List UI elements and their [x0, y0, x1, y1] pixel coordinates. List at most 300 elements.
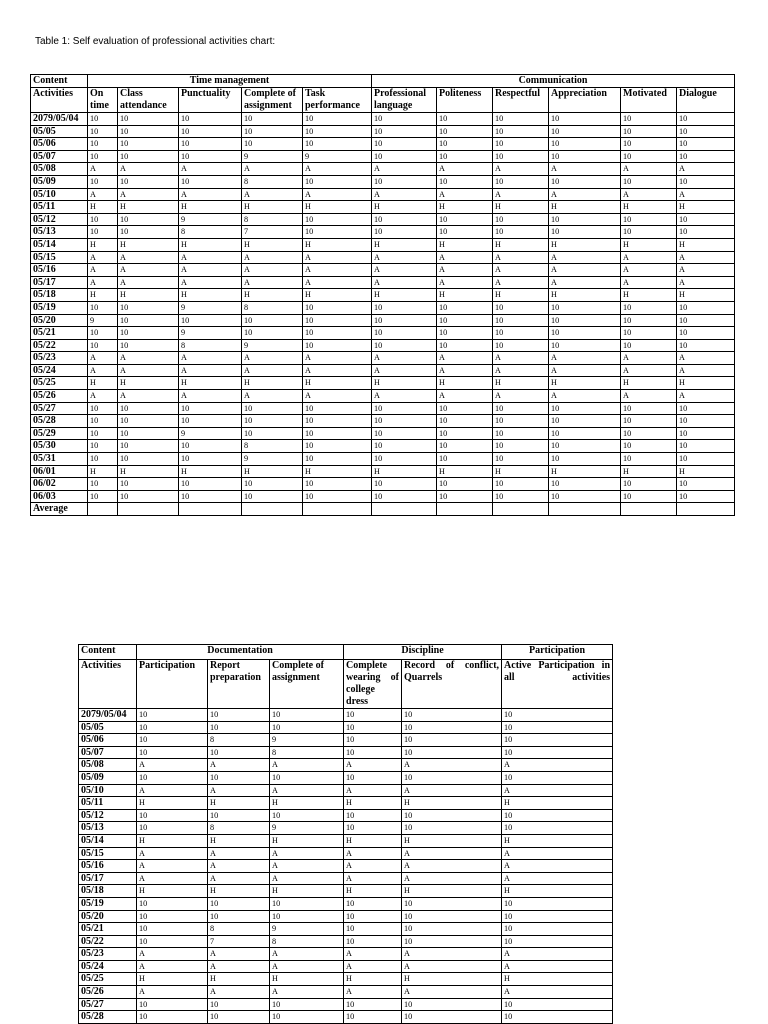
score-cell: 10: [303, 125, 372, 138]
score-cell: H: [137, 885, 208, 898]
score-cell: A: [372, 390, 437, 403]
table-row: [31, 453, 735, 466]
score-cell: A: [402, 860, 502, 873]
score-cell: A: [372, 251, 437, 264]
average-cell: [437, 503, 493, 516]
score-cell: H: [549, 377, 621, 390]
score-cell: 10: [118, 125, 179, 138]
table-row: [31, 175, 735, 188]
score-cell: H: [208, 973, 270, 986]
score-cell: 10: [677, 402, 735, 415]
table-row: [31, 352, 735, 365]
score-cell: A: [502, 759, 613, 772]
score-cell: 10: [549, 113, 621, 126]
date-cell: 05/23: [79, 948, 137, 961]
score-cell: H: [303, 201, 372, 214]
score-cell: 10: [88, 226, 118, 239]
score-cell: 10: [303, 301, 372, 314]
discipline-group-header: Discipline: [344, 645, 502, 660]
table-row: [31, 427, 735, 440]
score-cell: A: [437, 276, 493, 289]
score-cell: A: [137, 847, 208, 860]
score-cell: 8: [179, 226, 242, 239]
table-row: [79, 847, 613, 860]
score-cell: 7: [242, 226, 303, 239]
score-cell: 8: [208, 923, 270, 936]
score-cell: 10: [502, 923, 613, 936]
score-cell: 10: [88, 440, 118, 453]
table-row: [31, 415, 735, 428]
score-cell: A: [270, 860, 344, 873]
score-cell: 10: [402, 1011, 502, 1024]
date-cell: 05/18: [31, 289, 88, 302]
score-cell: 10: [372, 339, 437, 352]
score-cell: H: [137, 973, 208, 986]
score-cell: 10: [88, 113, 118, 126]
score-cell: A: [677, 364, 735, 377]
score-cell: 10: [621, 138, 677, 151]
score-cell: 10: [118, 175, 179, 188]
date-cell: 06/03: [31, 490, 88, 503]
score-cell: 10: [437, 138, 493, 151]
score-cell: 10: [549, 175, 621, 188]
score-cell: 10: [88, 150, 118, 163]
score-cell: 10: [402, 809, 502, 822]
score-cell: A: [344, 784, 402, 797]
score-cell: 10: [88, 339, 118, 352]
score-cell: 10: [270, 809, 344, 822]
score-cell: H: [677, 289, 735, 302]
score-cell: 10: [344, 734, 402, 747]
score-cell: 10: [493, 138, 549, 151]
score-cell: 10: [437, 301, 493, 314]
score-cell: H: [621, 201, 677, 214]
score-cell: 10: [242, 402, 303, 415]
column-header: Dialogue: [677, 88, 735, 113]
score-cell: H: [493, 201, 549, 214]
column-header: Appreciation: [549, 88, 621, 113]
score-cell: 10: [372, 402, 437, 415]
score-cell: 10: [118, 327, 179, 340]
score-cell: 10: [621, 339, 677, 352]
table-row: [79, 1011, 613, 1024]
score-cell: 10: [137, 809, 208, 822]
score-cell: A: [402, 759, 502, 772]
score-cell: H: [372, 377, 437, 390]
score-cell: 10: [118, 150, 179, 163]
score-cell: 8: [179, 339, 242, 352]
score-cell: A: [621, 364, 677, 377]
date-cell: 05/29: [31, 427, 88, 440]
score-cell: 10: [344, 897, 402, 910]
score-cell: A: [437, 390, 493, 403]
date-cell: 05/06: [79, 734, 137, 747]
score-cell: A: [502, 784, 613, 797]
score-cell: 10: [502, 935, 613, 948]
average-cell: [88, 503, 118, 516]
score-cell: 10: [493, 301, 549, 314]
score-cell: H: [372, 465, 437, 478]
score-cell: 10: [677, 339, 735, 352]
score-cell: 8: [242, 175, 303, 188]
score-cell: 10: [437, 213, 493, 226]
score-cell: H: [502, 797, 613, 810]
score-cell: H: [137, 797, 208, 810]
score-cell: 10: [621, 301, 677, 314]
score-cell: 10: [549, 226, 621, 239]
score-cell: 10: [242, 314, 303, 327]
score-cell: A: [621, 390, 677, 403]
score-cell: A: [493, 352, 549, 365]
score-cell: 10: [303, 175, 372, 188]
score-cell: A: [502, 948, 613, 961]
date-cell: 05/24: [79, 960, 137, 973]
table-row: [79, 897, 613, 910]
score-cell: A: [88, 352, 118, 365]
score-cell: 10: [372, 175, 437, 188]
date-cell: 05/26: [31, 390, 88, 403]
date-cell: 06/02: [31, 478, 88, 491]
score-cell: 10: [493, 440, 549, 453]
score-cell: 10: [88, 478, 118, 491]
score-cell: A: [344, 986, 402, 999]
score-cell: H: [270, 885, 344, 898]
date-cell: 05/20: [79, 910, 137, 923]
score-cell: 10: [270, 771, 344, 784]
average-cell: [677, 503, 735, 516]
score-cell: 10: [242, 138, 303, 151]
score-cell: H: [88, 238, 118, 251]
table-row: [79, 797, 613, 810]
average-cell: [242, 503, 303, 516]
content-header: Content: [79, 645, 137, 660]
score-cell: 10: [502, 822, 613, 835]
score-cell: A: [242, 163, 303, 176]
score-cell: 10: [208, 897, 270, 910]
date-cell: 05/16: [79, 860, 137, 873]
column-header: Complete of assignment: [242, 88, 303, 113]
score-cell: A: [493, 264, 549, 277]
score-cell: A: [118, 352, 179, 365]
score-cell: A: [270, 759, 344, 772]
score-cell: 10: [179, 314, 242, 327]
date-cell: 05/07: [31, 150, 88, 163]
score-cell: 10: [493, 402, 549, 415]
score-cell: A: [549, 251, 621, 264]
score-cell: 9: [270, 923, 344, 936]
score-cell: 10: [118, 339, 179, 352]
score-cell: 10: [621, 327, 677, 340]
score-cell: 10: [270, 1011, 344, 1024]
score-cell: 10: [502, 897, 613, 910]
score-cell: 10: [437, 490, 493, 503]
score-cell: 10: [118, 453, 179, 466]
table-row: [31, 301, 735, 314]
date-cell: 05/21: [31, 327, 88, 340]
score-cell: A: [270, 872, 344, 885]
score-cell: 10: [179, 453, 242, 466]
score-cell: 10: [344, 709, 402, 722]
score-cell: A: [402, 784, 502, 797]
score-cell: H: [88, 289, 118, 302]
score-cell: 10: [502, 746, 613, 759]
table-row: [31, 465, 735, 478]
score-cell: A: [372, 276, 437, 289]
score-cell: H: [88, 377, 118, 390]
score-cell: 10: [372, 125, 437, 138]
score-cell: A: [179, 276, 242, 289]
score-cell: A: [303, 390, 372, 403]
table-row: [31, 478, 735, 491]
score-cell: 10: [621, 415, 677, 428]
score-cell: A: [179, 390, 242, 403]
score-cell: 10: [493, 113, 549, 126]
score-cell: A: [303, 163, 372, 176]
table-row: [31, 188, 735, 201]
score-cell: 10: [208, 771, 270, 784]
table-row: [31, 238, 735, 251]
score-cell: 10: [303, 213, 372, 226]
average-cell: [179, 503, 242, 516]
average-cell: [549, 503, 621, 516]
score-cell: A: [372, 264, 437, 277]
score-cell: A: [137, 860, 208, 873]
column-header: Respectful: [493, 88, 549, 113]
score-cell: A: [242, 188, 303, 201]
score-cell: 10: [179, 478, 242, 491]
table-row: [79, 910, 613, 923]
table-row: [31, 327, 735, 340]
score-cell: A: [621, 352, 677, 365]
score-cell: 10: [179, 415, 242, 428]
date-cell: 05/24: [31, 364, 88, 377]
score-cell: 10: [137, 734, 208, 747]
score-cell: 10: [437, 150, 493, 163]
score-cell: 10: [621, 213, 677, 226]
score-cell: 10: [88, 301, 118, 314]
score-cell: A: [303, 364, 372, 377]
score-cell: A: [677, 276, 735, 289]
date-cell: 05/15: [31, 251, 88, 264]
score-cell: A: [208, 986, 270, 999]
score-cell: A: [208, 784, 270, 797]
score-cell: 10: [621, 113, 677, 126]
score-cell: 10: [621, 150, 677, 163]
table-row: [31, 402, 735, 415]
date-cell: 05/08: [79, 759, 137, 772]
score-cell: 10: [372, 226, 437, 239]
score-cell: A: [344, 948, 402, 961]
score-cell: 10: [372, 427, 437, 440]
score-cell: A: [372, 364, 437, 377]
score-cell: 10: [502, 734, 613, 747]
score-cell: 10: [437, 125, 493, 138]
column-header: Record of conflict, Quarrels: [402, 660, 502, 709]
score-cell: 10: [621, 226, 677, 239]
score-cell: 10: [303, 402, 372, 415]
score-cell: A: [270, 784, 344, 797]
score-cell: 10: [437, 427, 493, 440]
date-cell: 05/30: [31, 440, 88, 453]
date-cell: 05/06: [31, 138, 88, 151]
score-cell: 10: [118, 113, 179, 126]
score-cell: 10: [437, 402, 493, 415]
date-cell: 2079/05/04: [31, 113, 88, 126]
score-cell: 10: [677, 440, 735, 453]
time-communication-table: [30, 74, 735, 516]
score-cell: H: [270, 797, 344, 810]
score-cell: 8: [208, 734, 270, 747]
score-cell: 10: [303, 440, 372, 453]
score-cell: H: [677, 238, 735, 251]
score-cell: 10: [402, 910, 502, 923]
score-cell: A: [549, 264, 621, 277]
score-cell: 10: [372, 213, 437, 226]
score-cell: H: [270, 834, 344, 847]
score-cell: 10: [137, 923, 208, 936]
score-cell: 10: [493, 490, 549, 503]
score-cell: 10: [270, 721, 344, 734]
score-cell: A: [344, 759, 402, 772]
score-cell: A: [677, 352, 735, 365]
score-cell: 8: [242, 301, 303, 314]
score-cell: 10: [502, 1011, 613, 1024]
score-cell: 10: [137, 771, 208, 784]
score-cell: 10: [677, 478, 735, 491]
score-cell: 10: [208, 910, 270, 923]
score-cell: 10: [344, 923, 402, 936]
score-cell: A: [303, 352, 372, 365]
score-cell: A: [88, 264, 118, 277]
score-cell: H: [303, 289, 372, 302]
score-cell: A: [437, 352, 493, 365]
score-cell: 10: [137, 897, 208, 910]
score-cell: 10: [402, 923, 502, 936]
date-cell: 05/22: [31, 339, 88, 352]
score-cell: 10: [303, 113, 372, 126]
score-cell: 10: [549, 138, 621, 151]
score-cell: 10: [137, 998, 208, 1011]
score-cell: 10: [493, 427, 549, 440]
table-row: [31, 251, 735, 264]
score-cell: 10: [621, 490, 677, 503]
communication-group-header: Communication: [372, 75, 735, 88]
table-row: [31, 364, 735, 377]
score-cell: 10: [402, 709, 502, 722]
score-cell: H: [372, 201, 437, 214]
score-cell: H: [402, 834, 502, 847]
score-cell: A: [137, 759, 208, 772]
score-cell: 10: [493, 175, 549, 188]
score-cell: A: [303, 264, 372, 277]
score-cell: 10: [437, 314, 493, 327]
score-cell: 10: [88, 327, 118, 340]
score-cell: 10: [242, 125, 303, 138]
score-cell: A: [502, 986, 613, 999]
score-cell: A: [208, 960, 270, 973]
score-cell: A: [493, 276, 549, 289]
score-cell: A: [88, 188, 118, 201]
score-cell: 10: [677, 415, 735, 428]
table-row: [31, 264, 735, 277]
score-cell: A: [242, 390, 303, 403]
date-cell: 05/23: [31, 352, 88, 365]
score-cell: A: [677, 251, 735, 264]
score-cell: 10: [344, 998, 402, 1011]
date-cell: 05/19: [79, 897, 137, 910]
score-cell: 10: [118, 440, 179, 453]
score-cell: 10: [118, 415, 179, 428]
score-cell: A: [437, 264, 493, 277]
table-row: [79, 986, 613, 999]
date-cell: 05/22: [79, 935, 137, 948]
average-cell: [372, 503, 437, 516]
score-cell: A: [118, 364, 179, 377]
table-row: [31, 490, 735, 503]
score-cell: 10: [437, 327, 493, 340]
score-cell: 10: [179, 138, 242, 151]
score-cell: 10: [137, 935, 208, 948]
score-cell: 10: [437, 478, 493, 491]
score-cell: H: [677, 377, 735, 390]
score-cell: H: [493, 238, 549, 251]
score-cell: A: [137, 960, 208, 973]
score-cell: H: [208, 797, 270, 810]
table-row: [79, 935, 613, 948]
score-cell: 10: [303, 453, 372, 466]
score-cell: 10: [502, 721, 613, 734]
score-cell: 9: [270, 822, 344, 835]
table-row: [31, 440, 735, 453]
score-cell: H: [118, 377, 179, 390]
score-cell: A: [437, 364, 493, 377]
score-cell: A: [493, 163, 549, 176]
score-cell: A: [208, 872, 270, 885]
score-cell: 10: [677, 213, 735, 226]
average-row: [31, 503, 735, 516]
score-cell: H: [118, 465, 179, 478]
date-cell: 05/27: [79, 998, 137, 1011]
score-cell: A: [549, 352, 621, 365]
score-cell: 10: [137, 709, 208, 722]
score-cell: H: [344, 834, 402, 847]
score-cell: 10: [402, 998, 502, 1011]
score-cell: H: [437, 201, 493, 214]
score-cell: 10: [303, 490, 372, 503]
score-cell: 10: [270, 709, 344, 722]
activities-header: Activities: [79, 660, 137, 709]
score-cell: 8: [270, 935, 344, 948]
score-cell: 10: [402, 935, 502, 948]
score-cell: 10: [118, 490, 179, 503]
table-row: [31, 289, 735, 302]
score-cell: 10: [549, 453, 621, 466]
score-cell: A: [137, 948, 208, 961]
score-cell: 10: [208, 709, 270, 722]
score-cell: 10: [88, 490, 118, 503]
score-cell: H: [549, 238, 621, 251]
score-cell: A: [118, 163, 179, 176]
score-cell: 10: [437, 175, 493, 188]
date-cell: 05/25: [31, 377, 88, 390]
score-cell: H: [179, 238, 242, 251]
score-cell: 10: [118, 478, 179, 491]
score-cell: A: [179, 188, 242, 201]
score-cell: 10: [549, 490, 621, 503]
score-cell: 10: [549, 415, 621, 428]
score-cell: H: [493, 465, 549, 478]
score-cell: A: [402, 872, 502, 885]
